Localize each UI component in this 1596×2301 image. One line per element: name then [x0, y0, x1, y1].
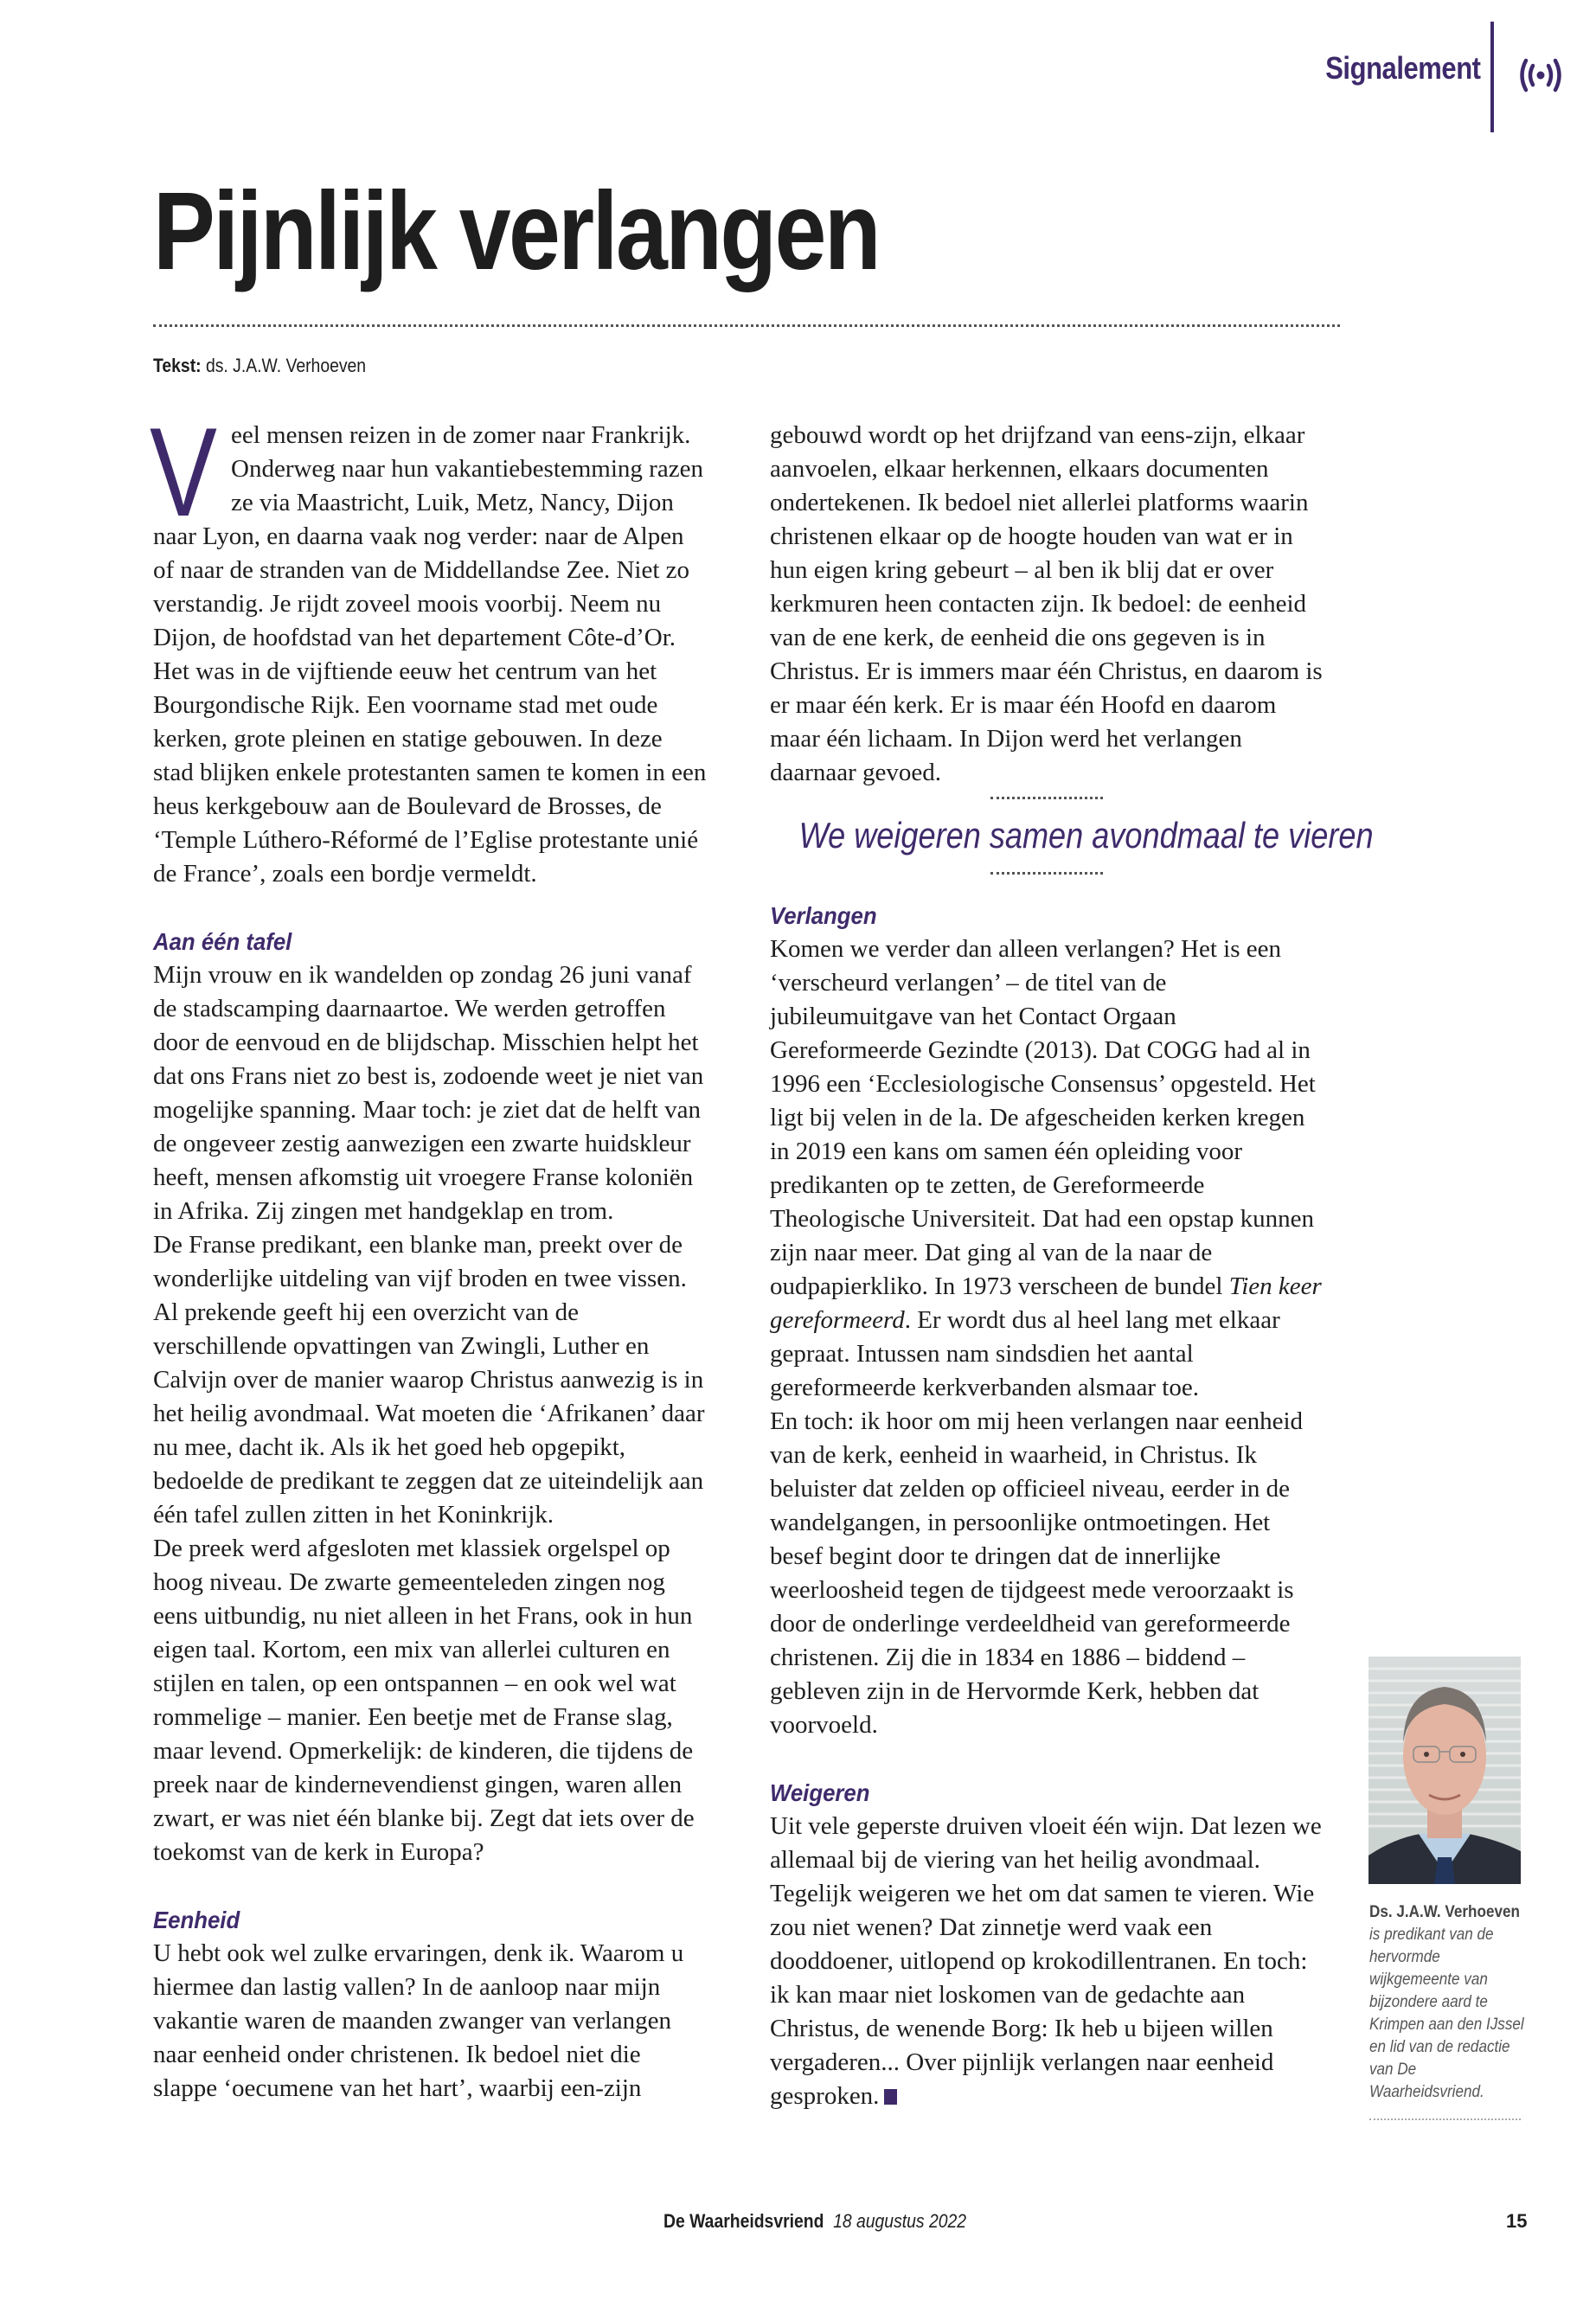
author-photo	[1368, 1657, 1521, 1884]
pull-quote-divider-bottom	[990, 872, 1103, 875]
caption-divider	[1369, 2118, 1521, 2120]
article-title: Pijnlijk verlangen	[153, 170, 880, 293]
right-column	[770, 419, 1374, 2113]
title-divider	[153, 324, 1340, 327]
body-text: . Er wordt dus al heel lang met elkaar gepraat. Intussen nam sindsdien het aantal gereformeerde kerkverbanden alsmaar toe.	[770, 1306, 1280, 1401]
spacer	[770, 1742, 1324, 1776]
body-paragraph	[770, 933, 1324, 1405]
pull-quote: We weigeren samen avondmaal te vieren	[798, 815, 1374, 856]
publication-name: De Waarheidsvriend	[663, 2210, 824, 2232]
subheading-aan-een-tafel: Aan één tafel	[153, 928, 292, 955]
byline	[153, 355, 366, 377]
byline-label: Tekst:	[153, 355, 202, 376]
body-paragraph: gebouwd wordt op het drijfzand van eens-zijn, elkaar aanvoelen, elkaar herkennen, elkaars documenten ondertekenen. Ik bedoel niet allerlei platforms waarin christenen elkaar op de hoogte houden van wat er in hun eigen kring gebeurt – al ben ik blij dat er over kerkmuren heen contacten zijn. Ik bedoel: de eenheid van de ene kerk, de eenheid die ons gegeven is in Christus. Er is immers maar één Christus, en daarom is er maar één kerk. Er is maar één Hoofd en daarom maar één lichaam. In Dijon werd het verlangen daarnaar gevoed.	[770, 421, 1323, 786]
author-caption	[1369, 1901, 1525, 2104]
body-paragraph: De Franse predikant, een blanke man, preekt over de wonderlijke uitdeling van vijf broden en twee vissen. Al prekende geeft hij een overzicht van de verschillende opvattingen van Zwingli, Luther en Calvijn over de manier waarop Christus aanwezig is in het heilig avondmaal. Wat moeten die ‘Afrikanen’ daar nu mee, dacht ik. Als ik het goed heb opgepikt, bedoelde de predikant te zeggen dat ze uiteindelijk aan één tafel zullen zitten in het Koninkrijk.	[153, 1231, 705, 1529]
intro-paragraph	[150, 401, 707, 891]
drop-cap: V	[150, 401, 217, 542]
body-paragraph: De preek werd afgesloten met klassiek orgelspel op hoog niveau. De zwarte gemeenteleden zingen nog eens uitbundig, nu niet alleen in het Frans, ook in hun eigen taal. Kortom, een mix van allerlei culturen en stijlen en talen, op een ontspannen – en ook wel wat rommelige – manier. Een beetje met de Franse slag, maar levend. Opmerkelijk: de kinderen, die tijdens de preek naar de kindernevendienst gingen, waren allen zwart, er was niet één blanke bij. Zegt dat iets over de toekomst van de kerk in Europa?	[153, 1535, 695, 1866]
page-number: 15	[1506, 2210, 1528, 2232]
intro-text: eel mensen reizen in de zomer naar Frankrijk. Onderweg naar hun vakantiebestemming razen ze via Maastricht, Luik, Metz, Nancy, Dijon naar Lyon, en daarna vaak nog verder: naar de Alpen of naar de stranden van de Middellandse Zee. Niet zo verstandig. Je rijdt zoveel moois voorbij. Neem nu Dijon, de hoofdstad van het departement Côte-d’Or. Het was in de vijftiende eeuw het centrum van het Bourgondische Rijk. Een voorname stad met oude kerken, grote pleinen en statige gebouwen. In deze stad blijken enkele protestanten samen te komen in een heus kerkgebouw aan de Boulevard de Brosses, de ‘Temple Lúthero-Réformé de l’Eglise protestante unié de France’, zoals een bordje vermeldt.	[153, 421, 707, 888]
body-paragraph: Mijn vrouw en ik wandelden op zondag 26 juni vanaf de stadscamping daarnaartoe. We werden getroffen door de eenvoud en de blijdschap. Misschien helpt het dat ons Frans niet zo best is, zodoende weet je niet van mogelijke spanning. Maar toch: je ziet dat de helft van de ongeveer zestig aanwezigen een zwarte huidskleur heeft, mensen afkomstig uit vroegere Franse koloniën in Afrika. Zij zingen met handgeklap en trom.	[153, 961, 704, 1225]
body-text: Uit vele geperste druiven vloeit één wijn. Dat lezen we allemaal bij de viering van het heilig avondmaal. Tegelijk weigeren we het om dat samen te vieren. Wie zou niet wenen? Dat zinnetje werd vaak een dooddoener, uitlopend op krokodillentranen. En toch: ik kan maar niet loskomen van de gedachte aan Christus, de wenende Borg: Ik heb u bijeen willen vergaderen... Over pijnlijk verlangen naar eenheid gesproken.	[770, 1812, 1322, 2110]
subheading-verlangen: Verlangen	[770, 902, 877, 929]
portrait-illustration	[1368, 1657, 1521, 1884]
spacer	[153, 1869, 707, 1903]
body-paragraph	[770, 1810, 1324, 2113]
page-footer	[663, 2210, 966, 2233]
pull-quote-divider-top	[990, 797, 1103, 799]
body-paragraph: En toch: ik hoor om mij heen verlangen naar eenheid van de kerk, eenheid in waarheid, in Christus. Ik beluister dat zelden op officieel niveau, eerder in de wandelgangen, in persoonlijke ontmoetingen. Het besef begint door te dringen dat de innerlijke weerloosheid tegen de tijdgeest mede veroorzaakt is door de onderlinge verdeeldheid van gereformeerde christenen. Zij die in 1834 en 1886 – biddend – gebleven zijn in de Hervormde Kerk, hebben dat voorvoeld.	[770, 1407, 1304, 1739]
byline-author: ds. J.A.W. Verhoeven	[205, 355, 367, 376]
spacer	[153, 891, 707, 925]
signal-broadcast-icon	[1518, 57, 1563, 93]
section-label: Signalement	[1325, 50, 1481, 86]
subheading-eenheid: Eenheid	[153, 1907, 240, 1933]
body-paragraph: U hebt ook wel zulke ervaringen, denk ik. Waarom u hiermee dan lastig vallen? In de aanloop naar mijn vakantie waren de maanden zwanger van verlangen naar eenheid onder christenen. Ik bedoel niet die slappe ‘oecumene van het hart’, waarbij een-zijn	[153, 1939, 684, 2102]
left-column	[150, 401, 707, 2106]
issue-date: 18 augustus 2022	[833, 2210, 967, 2232]
book-title: Tien keer gereformeerd	[770, 1272, 1322, 1334]
section-divider	[1490, 22, 1494, 132]
author-bio: is predikant van de hervormde wijkgemeente van bijzondere aard te Krimpen aan den IJssel en lid van de redactie van De Waarheidsvriend.	[1369, 1926, 1524, 2101]
subheading-weigeren: Weigeren	[770, 1779, 870, 1806]
body-text: Komen we verder dan alleen verlangen? Het is een ‘verscheurd verlangen’ – de titel van de jubileumuitgave van het Contact Orgaan Gereformeerde Gezindte (2013). Dat COGG had al in 1996 een ‘Ecclesiologische Consensus’ opgesteld. Het ligt bij velen in de la. De afgescheiden kerken kregen in 2019 een kans om samen één opleiding voor predikanten op te zetten, de Gereformeerde Theologische Universiteit. Dat had een opstap kunnen zijn naar meer. Dat ging al van de la naar de oudpapierkliko. In 1973 verscheen de bundel	[770, 935, 1316, 1300]
end-of-article-square-icon	[884, 2089, 897, 2105]
author-name: Ds. J.A.W. Verhoeven	[1369, 1903, 1520, 1921]
